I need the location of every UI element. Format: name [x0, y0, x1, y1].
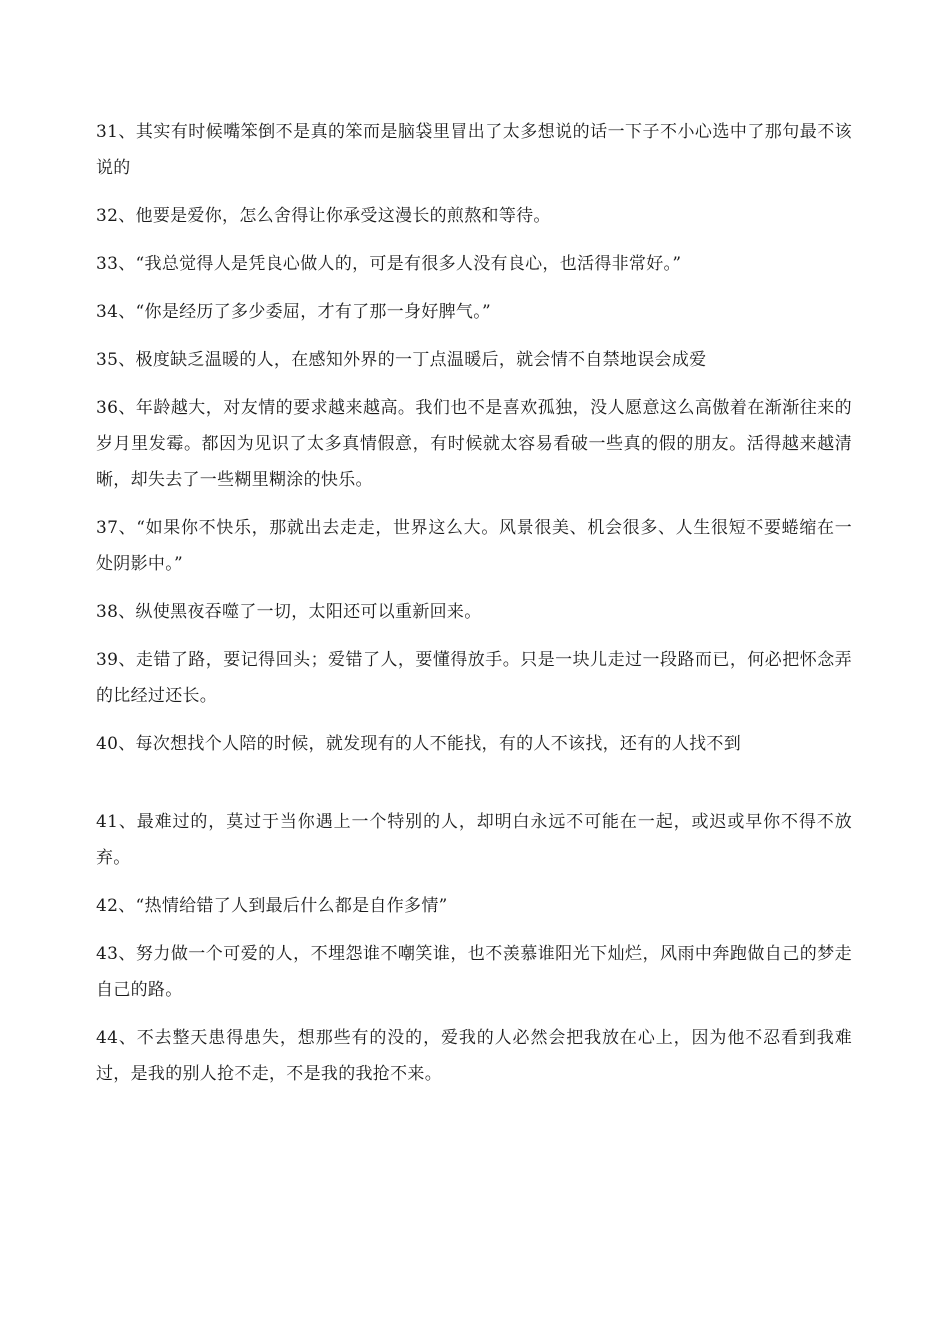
paragraph-31: 31、其实有时候嘴笨倒不是真的笨而是脑袋里冒出了太多想说的话一下子不小心选中了那句最不该说的: [96, 122, 852, 178]
paragraph-37: 37、“如果你不快乐，那就出去走走，世界这么大。风景很美、机会很多、人生很短不要蜷缩在一处阴影中。”: [96, 518, 852, 574]
paragraph-43: 43、努力做一个可爱的人，不埋怨谁不嘲笑谁，也不羡慕谁阳光下灿烂，风雨中奔跑做自己的梦走自己的路。: [96, 944, 852, 1000]
paragraph-41: 41、最难过的，莫过于当你遇上一个特别的人，却明白永远不可能在一起，或迟或早你不得不放弃。: [96, 812, 852, 868]
paragraph-32: 32、他要是爱你，怎么舍得让你承受这漫长的煎熬和等待。: [96, 206, 551, 226]
paragraph-39: 39、走错了路，要记得回头；爱错了人，要懂得放手。只是一块儿走过一段路而已，何必把怀念弄的比经过还长。: [96, 650, 852, 706]
paragraph-36: 36、年龄越大，对友情的要求越来越高。我们也不是喜欢孤独，没人愿意这么高傲着在渐渐往来的岁月里发霉。都因为见识了太多真情假意，有时候就太容易看破一些真的假的朋友。活得越来越清晰，却失去了一些糊里糊涂的快乐。: [96, 398, 852, 490]
paragraph-34: 34、“你是经历了多少委屈，才有了那一身好脾气。”: [96, 302, 492, 322]
paragraph-35: 35、极度缺乏温暖的人，在感知外界的一丁点温暖后，就会情不自禁地误会成爱: [96, 350, 707, 370]
document-body: [96, 114, 852, 1104]
paragraph-40: 40、每次想找个人陪的时候，就发现有的人不能找，有的人不该找，还有的人找不到: [96, 734, 742, 754]
paragraph-42: 42、“热情给错了人到最后什么都是自作多情”: [96, 896, 448, 916]
paragraph-33: 33、“我总觉得人是凭良心做人的，可是有很多人没有良心，也活得非常好。”: [96, 254, 682, 274]
paragraph-38: 38、纵使黑夜吞噬了一切，太阳还可以重新回来。: [96, 602, 482, 622]
paragraph-44: 44、不去整天患得患失，想那些有的没的，爱我的人必然会把我放在心上，因为他不忍看到我难过，是我的别人抢不走，不是我的我抢不来。: [96, 1028, 852, 1084]
